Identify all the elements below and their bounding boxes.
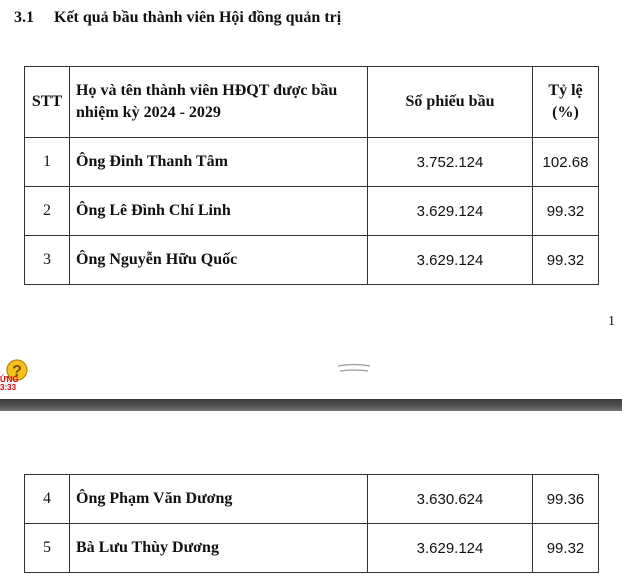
- row-name: Ông Nguyễn Hữu Quốc: [70, 236, 368, 285]
- header-name: [70, 67, 368, 138]
- section-number: 3.1: [14, 9, 34, 26]
- table-row: [25, 475, 599, 524]
- header-stt: STT: [25, 67, 70, 138]
- row-ratio: 102.68: [533, 138, 599, 187]
- row-stt: 1: [25, 138, 70, 187]
- table-header-row: [25, 67, 599, 138]
- row-votes: 3.629.124: [368, 524, 533, 573]
- row-stt: 2: [25, 187, 70, 236]
- squiggle-mark: [336, 362, 372, 374]
- table-row: [25, 524, 599, 573]
- header-ratio-line2: (%): [552, 104, 579, 121]
- table-row: [25, 236, 599, 285]
- header-name-line1: Họ và tên thành viên HĐQT được bầu: [76, 82, 338, 99]
- row-votes: 3.629.124: [368, 187, 533, 236]
- section-heading: [14, 9, 341, 27]
- badge-label: [0, 376, 34, 392]
- header-ratio-line1: Tỷ lệ: [548, 82, 583, 99]
- row-stt: 3: [25, 236, 70, 285]
- row-ratio: 99.36: [533, 475, 599, 524]
- table-row: [25, 138, 599, 187]
- results-table-page2: [24, 474, 599, 573]
- row-ratio: 99.32: [533, 236, 599, 285]
- header-name-line2: nhiệm kỳ 2024 - 2029: [76, 104, 221, 121]
- row-votes: 3.630.624: [368, 475, 533, 524]
- header-ratio: [533, 67, 599, 138]
- row-stt: 4: [25, 475, 70, 524]
- row-name: Ông Phạm Văn Dương: [70, 475, 368, 524]
- table-row: [25, 187, 599, 236]
- row-name: Ông Lê Đình Chí Linh: [70, 187, 368, 236]
- results-table-page1: [24, 66, 599, 285]
- row-name: Bà Lưu Thùy Dương: [70, 524, 368, 573]
- row-name: Ông Đinh Thanh Tâm: [70, 138, 368, 187]
- row-ratio: 99.32: [533, 524, 599, 573]
- row-stt: 5: [25, 524, 70, 573]
- header-votes: Số phiếu bầu: [368, 67, 533, 138]
- row-ratio: 99.32: [533, 187, 599, 236]
- section-title: Kết quả bầu thành viên Hội đồng quản trị: [54, 9, 342, 26]
- badge-label-line2: 3:33: [0, 383, 17, 392]
- row-votes: 3.629.124: [368, 236, 533, 285]
- badge-label-line1: ỨNG: [0, 375, 19, 384]
- page-number: 1: [608, 314, 615, 329]
- page-separator: [0, 399, 622, 411]
- svg-text:?: ?: [12, 363, 22, 380]
- row-votes: 3.752.124: [368, 138, 533, 187]
